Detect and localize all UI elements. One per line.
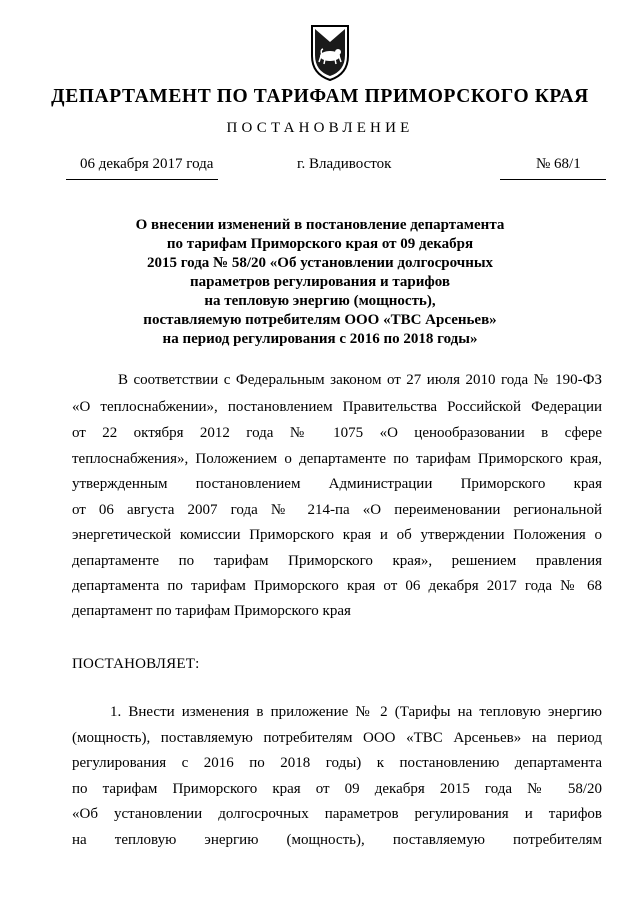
clause-line: 1. Внести изменения в приложение № 2 (Тарифы на тепловую энергию [110,704,602,720]
document-number: № 68/1 [536,156,581,172]
coat-of-arms-icon [300,22,360,82]
preamble-line: «О теплоснабжении», постановлением Правительства Российской Федерации [72,399,602,415]
title-line: на тепловую энергию (мощность), [204,293,436,309]
preamble-line: от 22 октября 2012 года № 1075 «О ценообразовании в сфере [72,425,602,441]
document-city: г. Владивосток [297,156,392,172]
preamble-line: департаменте по тарифам Приморского края», решением правления [72,553,602,569]
document-type: ПОСТАНОВЛЕНИЕ [226,120,414,136]
organization-name: ДЕПАРТАМЕНТ ПО ТАРИФАМ ПРИМОРСКОГО КРАЯ [51,86,589,107]
clause-line: по тарифам Приморского края от 09 декабря 2015 года № 58/20 [72,781,602,797]
clause-line: «Об установлении долгосрочных параметров регулирования и тарифов [72,806,602,822]
title-line: на период регулирования с 2016 по 2018 годы» [162,331,478,347]
document-date: 06 декабря 2017 года [80,156,214,172]
clause-line: на тепловую энергию (мощность), поставляемую потребителям [72,832,602,848]
number-underline [500,179,606,180]
preamble-line: В соответствии с Федеральным законом от 27 июля 2010 года № 190-ФЗ [118,372,602,388]
title-line: параметров регулирования и тарифов [190,274,450,290]
preamble-line: утвержденным постановлением Администрации Приморского края [72,476,602,492]
date-underline [66,179,218,180]
preamble-line: теплоснабжения», Положением о департаменте по тарифам Приморского края, [72,451,602,467]
preamble-line: энергетической комиссии Приморского края и об утверждении Положения о [72,527,602,543]
preamble-line: департамент по тарифам Приморского края [72,603,351,619]
preamble-line: от 06 августа 2007 года № 214-па «О переименовании региональной [72,502,602,518]
document-title [100,216,540,349]
decree-word: ПОСТАНОВЛЯЕТ: [72,656,200,672]
title-line: поставляемую потребителям ООО «ТВС Арсеньев» [143,312,497,328]
clause-line: регулирования с 2016 по 2018 годы) к постановлению департамента [72,755,602,771]
title-line: по тарифам Приморского края от 09 декабря [166,236,474,252]
clause-line: (мощность), поставляемую потребителям ООО «ТВС Арсеньев» на период [72,730,602,746]
title-line: 2015 года № 58/20 «Об установлении долгосрочных [146,255,494,271]
preamble-line: департамента по тарифам Приморского края от 06 декабря 2017 года № 68 [72,578,602,594]
title-line: О внесении изменений в постановление департамента [135,217,505,233]
